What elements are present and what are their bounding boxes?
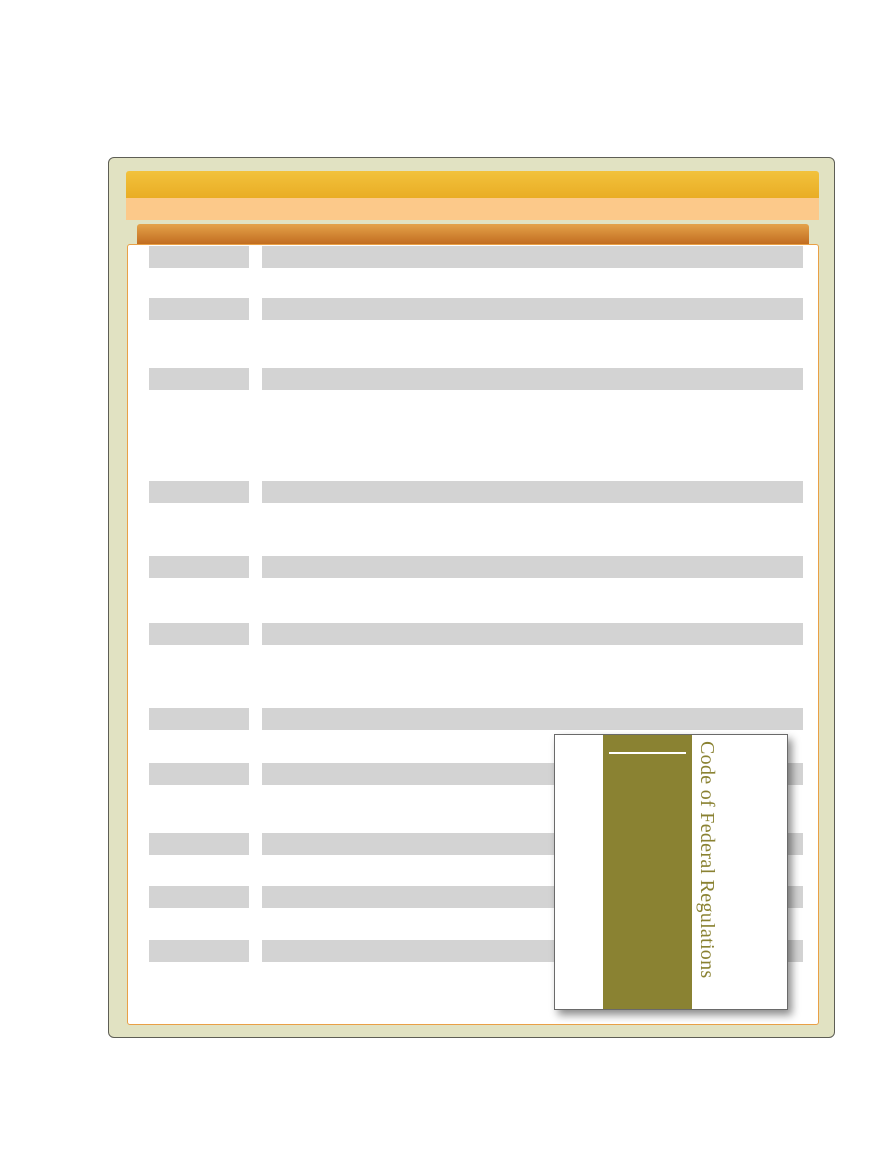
row-label-cell <box>149 708 249 730</box>
row-value-cell <box>262 708 803 730</box>
row-label-cell <box>149 246 249 268</box>
row-label-cell <box>149 481 249 503</box>
table-row <box>149 298 803 320</box>
row-value-cell <box>262 298 803 320</box>
cover-rule-line <box>609 752 686 754</box>
cfr-cover-image <box>554 734 788 1010</box>
cover-color-band <box>603 735 692 1010</box>
row-label-cell <box>149 368 249 390</box>
row-label-cell <box>149 298 249 320</box>
row-label-cell <box>149 940 249 962</box>
section-tab[interactable] <box>137 224 809 245</box>
header-subbanner <box>126 198 819 220</box>
cover-title: Code of Federal Regulations <box>696 741 718 979</box>
table-row <box>149 481 803 503</box>
row-label-cell <box>149 763 249 785</box>
row-label-cell <box>149 623 249 645</box>
row-label-cell <box>149 886 249 908</box>
table-row <box>149 246 803 268</box>
row-value-cell <box>262 556 803 578</box>
table-row <box>149 708 803 730</box>
header-banner <box>126 171 819 198</box>
row-label-cell <box>149 556 249 578</box>
table-row <box>149 368 803 390</box>
table-row <box>149 556 803 578</box>
row-value-cell <box>262 623 803 645</box>
table-row <box>149 623 803 645</box>
row-value-cell <box>262 246 803 268</box>
row-value-cell <box>262 368 803 390</box>
row-value-cell <box>262 481 803 503</box>
row-label-cell <box>149 833 249 855</box>
